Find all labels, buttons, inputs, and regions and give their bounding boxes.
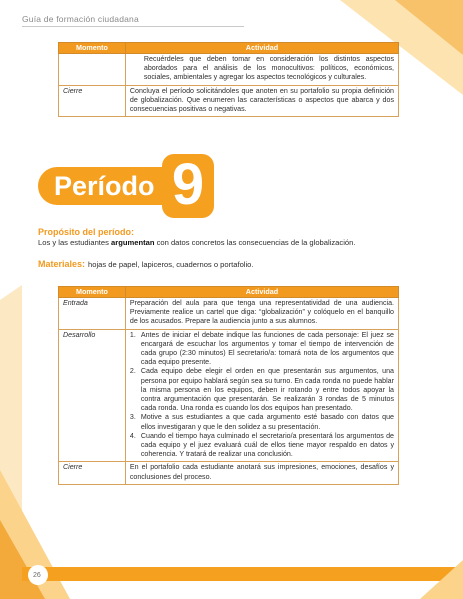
column-header-activity: Actividad [125, 287, 398, 298]
header-divider [22, 26, 244, 27]
table-row [59, 85, 399, 117]
column-header-moment: Momento [59, 43, 126, 54]
purpose-title: Propósito del período: [38, 227, 134, 237]
list-item [130, 432, 394, 460]
step-text: Cuando el tiempo haya culminado el secretario/a presentará los argumentos de cada equipo y el juez evaluará cuál de ellos tiene mayor respaldo en datos y coherencia. Y tratará de realizar una conclusión. [140, 431, 394, 459]
purpose-text-after: con datos concretos las consecuencias de la globalización. [154, 238, 356, 247]
step-number: 3. [129, 413, 136, 422]
bottom-orange-bar [22, 567, 463, 581]
activity-table [58, 286, 399, 485]
activity-cell: Concluya el período solicitándoles que anoten en su portafolio su propia definición de globalización. Que enumeren las características o aspectos que abarca y dos consecuencias positivas o negativas. [125, 85, 398, 117]
page-number: 26 [33, 572, 41, 579]
list-item [130, 413, 394, 431]
activity-table-continued [58, 42, 399, 117]
materials-line [38, 259, 254, 269]
step-text: Antes de iniciar el debate indique las funciones de cada personaje: El juez se encargará de escuchar los argumentos y tomar el tiempo de intervención de cada grupo (2:30 minutos) El secretario/a: tomará nota de los argumentos que cada equipo presente. [140, 330, 394, 367]
step-number: 1. [129, 330, 136, 339]
period-label: Período [54, 171, 155, 201]
column-header-moment: Momento [59, 287, 126, 298]
activity-cell: En el portafolio cada estudiante anotará sus impresiones, emociones, desafíos y conclusiones del proceso. [125, 462, 398, 484]
moment-cell [59, 54, 126, 86]
period-number: 9 [171, 152, 205, 217]
moment-cell: Entrada [59, 298, 126, 330]
activity-cell: Preparación del aula para que tenga una representatividad de una audiencia. Previamente realice un cartel que diga: “globalización” y colóquelo en el banquillo de los acusados. Prepare la audiencia junto a sus alumnos. [125, 298, 398, 330]
purpose-text [38, 238, 355, 247]
table-row-desarrollo [59, 329, 399, 462]
list-item [130, 367, 394, 413]
moment-cell: Desarrollo [59, 329, 126, 462]
materials-label: Materiales: [38, 259, 86, 269]
purpose-text-before: Los y las estudiantes [38, 238, 112, 247]
column-header-activity: Actividad [125, 43, 398, 54]
step-text: Cada equipo debe elegir el orden en que presentarán sus argumentos, una persona por equipo hablará según sea su turno. En cada ronda no puede hablar la misma persona en los equipos, deben ir rotando y entre todos apoyar la contra argumentación que presentarán. Se realizarán 3 rondas de 5 minutos cada ronda. Una ronda es cuando los dos equipos han presentado. [140, 367, 394, 413]
activity-cell: Recuérdeles que deben tomar en consideración los distintos aspectos abordados para el análisis de los monocultivos: políticos, económicos, sociales, ambientales y agregar los aspectos tecnológicos y culturales. [125, 54, 398, 86]
step-number: 2. [129, 367, 136, 376]
table-row [59, 54, 399, 86]
step-number: 4. [129, 431, 136, 440]
header-title: Guía de formación ciudadana [22, 14, 139, 24]
step-text: Motive a sus estudiantes a que cada argumento esté basado con datos que ellos investigaran y que le den solidez a su presentación. [140, 413, 394, 431]
steps-list [130, 331, 394, 460]
table-row-entrada [59, 298, 399, 330]
moment-cell: Cierre [59, 85, 126, 117]
activity-cell [125, 329, 398, 462]
table-row-cierre [59, 462, 399, 484]
purpose-text-bold: argumentan [111, 238, 155, 247]
moment-cell: Cierre [59, 462, 126, 484]
list-item [130, 331, 394, 368]
materials-text: hojas de papel, lapiceros, cuadernos o portafolio. [88, 260, 254, 269]
